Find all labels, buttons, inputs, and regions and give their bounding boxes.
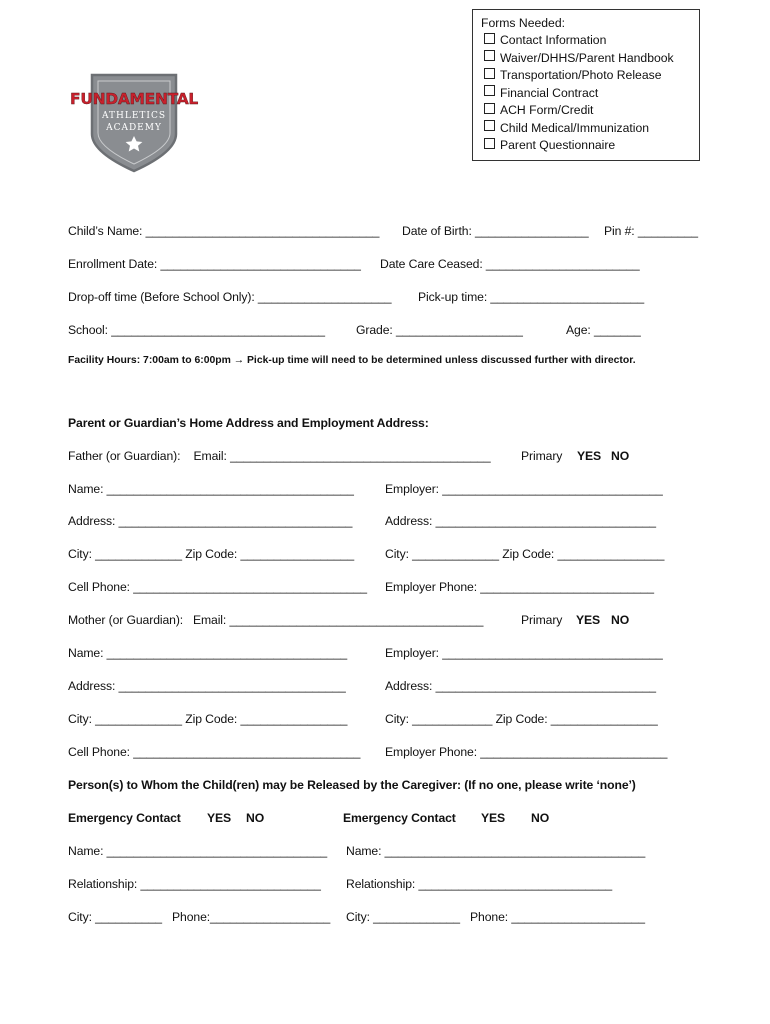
checkbox-transportation[interactable] bbox=[484, 68, 495, 79]
emergency-contact-1-city-field[interactable]: City: __________ bbox=[68, 910, 162, 924]
mother-primary-yes[interactable]: YES bbox=[576, 613, 601, 627]
checkbox-waiver[interactable] bbox=[484, 50, 495, 61]
release-heading: Person(s) to Whom the Child(ren) may be Released by the Caregiver: (If no one, please write ‘none’) bbox=[68, 778, 636, 792]
shield-logo-icon bbox=[66, 72, 202, 174]
father-address-field[interactable]: Address: ___________________________________ bbox=[68, 514, 353, 528]
facility-hours-note: Facility Hours: 7:00am to 6:00pm → Pick-up time will need to be determined unless discussed further with director. bbox=[68, 355, 636, 366]
dropoff-time-field[interactable]: Drop-off time (Before School Only): ____________________ bbox=[68, 290, 392, 304]
emergency-contact-1-no[interactable]: NO bbox=[246, 811, 265, 825]
mother-primary-label: Primary bbox=[521, 613, 563, 627]
emergency-contact-1-yes[interactable]: YES bbox=[207, 811, 232, 825]
mother-employer-field[interactable]: Employer: _________________________________ bbox=[385, 646, 663, 660]
school-field[interactable]: School: ________________________________ bbox=[68, 323, 325, 337]
checkbox-ach-form[interactable] bbox=[484, 103, 495, 114]
checkbox-parent-questionnaire[interactable] bbox=[484, 138, 495, 149]
father-employer-address-field[interactable]: Address: _________________________________ bbox=[385, 514, 656, 528]
emergency-contact-2-name-field[interactable]: Name: _______________________________________ bbox=[346, 844, 646, 858]
checkbox-contact-information[interactable] bbox=[484, 33, 495, 44]
parents-heading: Parent or Guardian’s Home Address and Employment Address: bbox=[68, 416, 429, 430]
mother-email-field[interactable]: Mother (or Guardian): Email: ______________________________________ bbox=[68, 613, 484, 627]
father-primary-no[interactable]: NO bbox=[611, 449, 630, 463]
forms-item-label: Waiver/DHHS/Parent Handbook bbox=[500, 51, 674, 65]
emergency-contact-2-phone-field[interactable]: Phone: ____________________ bbox=[470, 910, 645, 924]
logo-line2: ACADEMY bbox=[106, 123, 162, 133]
emergency-contact-2-city-field[interactable]: City: _____________ bbox=[346, 910, 460, 924]
father-employer-phone-field[interactable]: Employer Phone: __________________________ bbox=[385, 580, 654, 594]
pickup-time-field[interactable]: Pick-up time: _______________________ bbox=[418, 290, 645, 304]
emergency-contact-2-no[interactable]: NO bbox=[531, 811, 550, 825]
father-cell-phone-field[interactable]: Cell Phone: ___________________________________ bbox=[68, 580, 367, 594]
father-primary-label: Primary bbox=[521, 449, 563, 463]
forms-item-label: Contact Information bbox=[500, 33, 607, 47]
emergency-contact-1-relationship-field[interactable]: Relationship: ___________________________ bbox=[68, 877, 321, 891]
father-employer-city-zip-field[interactable]: City: _____________ Zip Code: ________________ bbox=[385, 547, 665, 561]
father-name-field[interactable]: Name: _____________________________________ bbox=[68, 482, 354, 496]
emergency-contact-2-yes[interactable]: YES bbox=[481, 811, 506, 825]
emergency-contact-2-label: Emergency Contact bbox=[343, 811, 456, 825]
forms-needed-title: Forms Needed: bbox=[481, 16, 565, 30]
enrollment-date-field[interactable]: Enrollment Date: ______________________________ bbox=[68, 257, 361, 271]
logo-wordmark: FUNDAMENTAL bbox=[70, 90, 198, 108]
logo-line1: ATHLETICS bbox=[101, 111, 167, 121]
forms-item-label: Parent Questionnaire bbox=[500, 138, 616, 152]
mother-primary-no[interactable]: NO bbox=[611, 613, 630, 627]
mother-employer-phone-field[interactable]: Employer Phone: ____________________________ bbox=[385, 745, 668, 759]
child-name-field[interactable]: Child’s Name: ___________________________________ bbox=[68, 224, 380, 238]
checkbox-financial-contract[interactable] bbox=[484, 85, 495, 96]
forms-item-label: Child Medical/Immunization bbox=[500, 121, 650, 135]
date-of-birth-field[interactable]: Date of Birth: _________________ bbox=[402, 224, 589, 238]
pin-field[interactable]: Pin #: _________ bbox=[604, 224, 698, 238]
forms-item-label: ACH Form/Credit bbox=[500, 103, 594, 117]
father-primary-yes[interactable]: YES bbox=[577, 449, 602, 463]
mother-cell-phone-field[interactable]: Cell Phone: __________________________________ bbox=[68, 745, 361, 759]
emergency-contact-2-relationship-field[interactable]: Relationship: _____________________________ bbox=[346, 877, 613, 891]
grade-field[interactable]: Grade: ___________________ bbox=[356, 323, 523, 337]
father-employer-field[interactable]: Employer: _________________________________ bbox=[385, 482, 663, 496]
checkbox-child-medical[interactable] bbox=[484, 120, 495, 131]
mother-employer-address-field[interactable]: Address: _________________________________ bbox=[385, 679, 656, 693]
mother-employer-city-zip-field[interactable]: City: ____________ Zip Code: ________________ bbox=[385, 712, 658, 726]
mother-city-zip-field[interactable]: City: _____________ Zip Code: ________________ bbox=[68, 712, 348, 726]
father-city-zip-field[interactable]: City: _____________ Zip Code: _________________ bbox=[68, 547, 355, 561]
academy-logo bbox=[66, 72, 202, 174]
date-care-ceased-field[interactable]: Date Care Ceased: _______________________ bbox=[380, 257, 640, 271]
age-field[interactable]: Age: _______ bbox=[566, 323, 641, 337]
emergency-contact-1-label: Emergency Contact bbox=[68, 811, 181, 825]
emergency-contact-1-name-field[interactable]: Name: _________________________________ bbox=[68, 844, 328, 858]
forms-item-label: Transportation/Photo Release bbox=[500, 68, 662, 82]
father-email-field[interactable]: Father (or Guardian): Email: _______________________________________ bbox=[68, 449, 491, 463]
emergency-contact-1-phone-field[interactable]: Phone:__________________ bbox=[172, 910, 331, 924]
mother-name-field[interactable]: Name: ____________________________________ bbox=[68, 646, 348, 660]
mother-address-field[interactable]: Address: __________________________________ bbox=[68, 679, 346, 693]
forms-item-label: Financial Contract bbox=[500, 86, 599, 100]
forms-needed-box bbox=[472, 9, 700, 161]
